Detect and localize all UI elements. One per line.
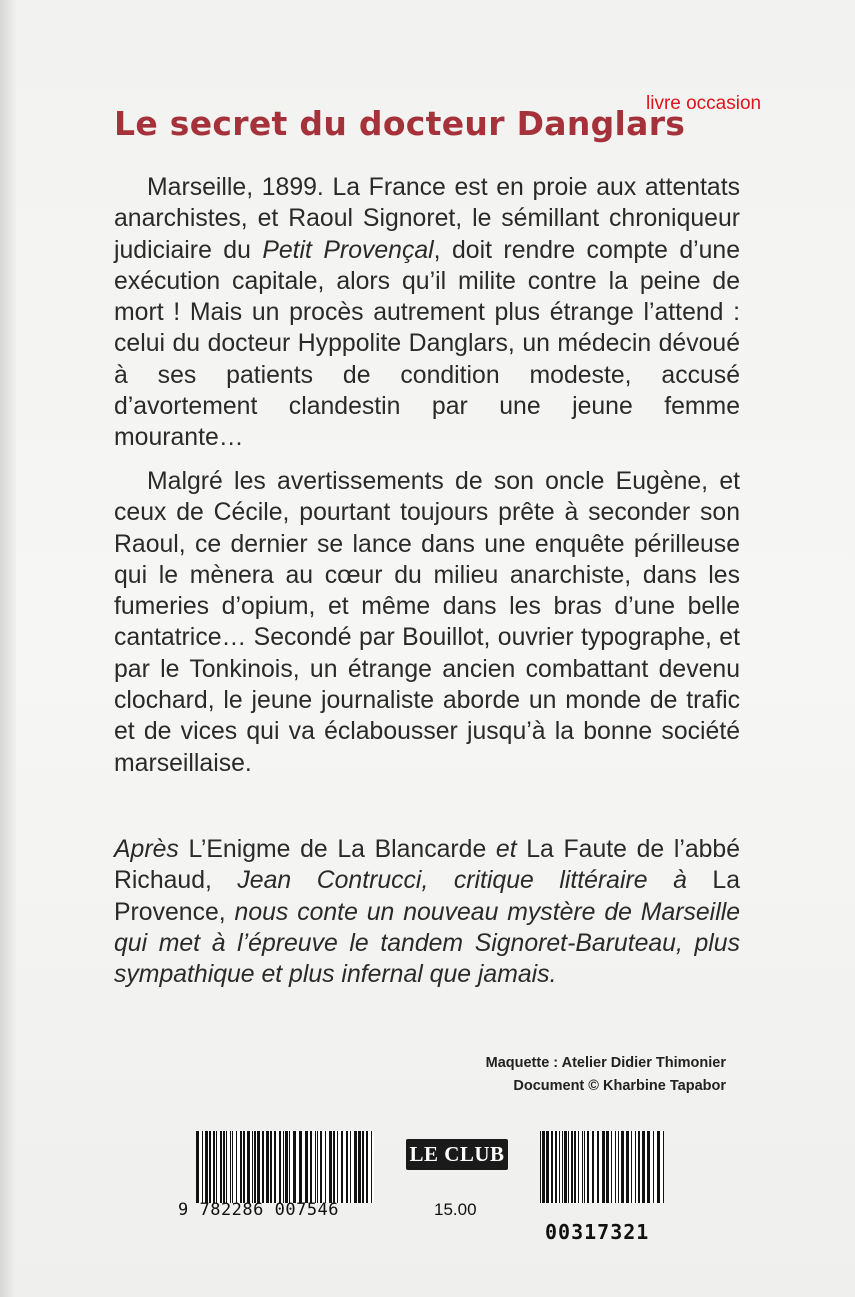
synopsis-text: Marseille, 1899. La France est en proie aux attentats anarchistes, et Raoul Signoret, le sémillant chroniqueur judiciaire du [114, 174, 740, 264]
publisher-logo: LE CLUB [406, 1139, 508, 1170]
document-credit: Document © Kharbine Tapabor [513, 1078, 726, 1094]
author-blurb [114, 834, 740, 990]
synopsis-text: , doit rendre compte d’une exécution capitale, alors qu’il milite contre la peine de mort ! Mais un procès autrement plus étrange l’attend : celui du docteur Hyppolite Danglars, un médecin dévoué à ses patients de condition modeste, accusé d’avortement clandestin par une jeune femme mourante… [114, 236, 740, 452]
product-barcode [540, 1131, 664, 1203]
isbn-number: 9 782286 007546 [178, 1200, 340, 1220]
isbn-barcode [196, 1131, 374, 1203]
credits [420, 1052, 726, 1098]
blurb-italic: et [495, 836, 517, 863]
newspaper-name: Petit Provençal [262, 236, 434, 264]
layout-credit: Maquette : Atelier Didier Thimonier [485, 1055, 726, 1071]
product-code: 00317321 [545, 1220, 650, 1244]
cover-edge [0, 0, 16, 1297]
barcode-bar [372, 1131, 374, 1203]
blurb-italic: Après [114, 836, 179, 863]
blurb-newspaper: La Provence, [114, 867, 740, 926]
barcode-bar [663, 1131, 664, 1203]
price: 15.00 [434, 1200, 477, 1219]
watermark-label: livre occasion [646, 93, 762, 114]
synopsis-paragraph-1 [114, 172, 740, 454]
synopsis-paragraph-2 [114, 466, 740, 779]
blurb-title: La Faute de l’abbé Richaud, [114, 836, 741, 895]
blurb-title: L’Enigme de La Blancarde [178, 836, 496, 863]
synopsis-text: Malgré les avertissements de son oncle Eugène, et ceux de Cécile, pourtant toujours prête à seconder son Raoul, ce dernier se lance dans une enquête périlleuse qui le mènera au cœur du milieu anarchiste, dans les fumeries d’opium, et même dans les bras d’une belle cantatrice… Secondé par Bouillot, ouvrier typographe, et par le Tonkinois, un étrange ancien combattant devenu clochard, le jeune journaliste aborde un monde de trafic et de vices qui va éclabousser jusqu’à la bonne société marseillaise. [114, 468, 740, 777]
blurb-italic: Jean Contrucci, critique littéraire à [237, 867, 687, 895]
book-title: Le secret du docteur Danglars [114, 104, 686, 143]
blurb-italic: nous conte un nouveau mystère de Marseille qui met à l’épreuve le tandem Signoret-Baruteau, plus sympathique et plus infernal que jamais. [114, 898, 741, 989]
